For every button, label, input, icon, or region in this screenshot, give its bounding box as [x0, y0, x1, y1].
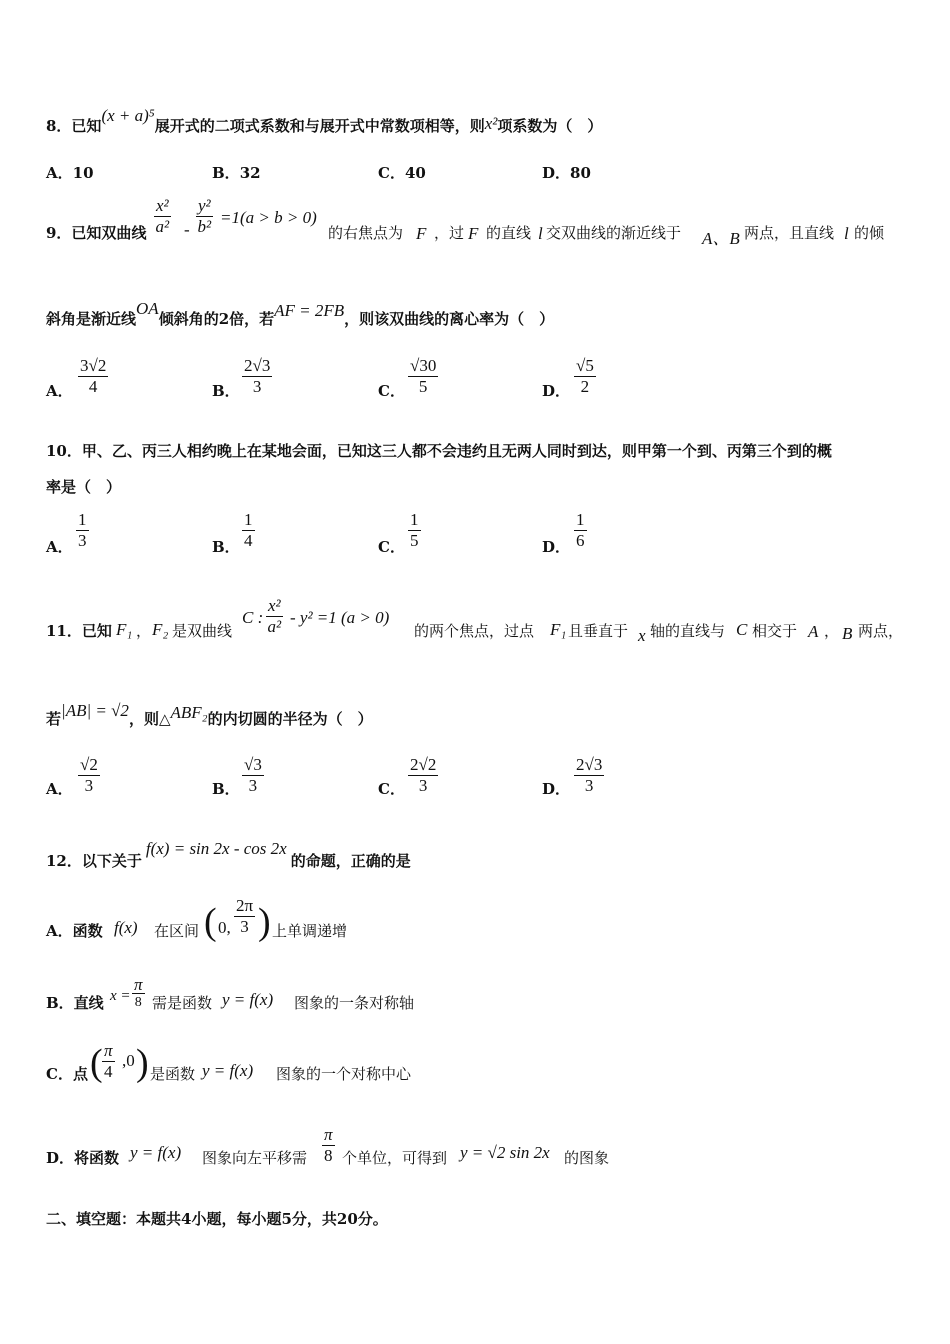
q10-option-c-value: $\frac{1}{5}$ [410, 510, 419, 550]
q10-option-a[interactable]: A． [46, 538, 73, 556]
q12-option-c[interactable]: C．点 ( $\frac{\pi}{4}$ ,0 ) 是函数 y = f(x) 图象的一个对称中心 [46, 1041, 412, 1084]
q11-option-d[interactable]: D． [542, 780, 571, 798]
q9-stem-line1: 9．已知双曲线 $\frac{\text{x²}}{\text{a²}}$ - $\frac{\text{y²}}{\text{b²}}$ =1(a > b > 0) 的右焦点为 F ，过 F 的直线 l 交双曲线的渐近线于 A、B 两点，且直线 l 的倾 [46, 196, 885, 248]
q10-option-b[interactable]: B． [212, 538, 240, 556]
q10-stem-line2: 率是（ ） [46, 478, 122, 496]
q9-stem-line2: 斜角是渐近线OA倾斜角的2倍，若AF = 2FB，则该双曲线的离心率为（ ） [46, 299, 555, 328]
q8-option-b[interactable]: B．32 [212, 164, 261, 182]
q11-option-d-value: $\frac{2√3}{3}$ [576, 755, 603, 795]
q10-option-a-value: $\frac{1}{3}$ [78, 510, 87, 550]
q11-option-c[interactable]: C． [378, 780, 405, 798]
q9-option-d[interactable]: D． [542, 382, 571, 400]
q12-option-d-shift: $\frac{\pi}{8}$ [324, 1125, 333, 1165]
q11-option-a-value: $\frac{√2}{3}$ [80, 755, 98, 795]
q8-option-d[interactable]: D．80 [542, 164, 591, 182]
q8-stem: 8．已知(x + a)⁵展开式的二项式系数和与展开式中常数项相等，则x²项系数为（ ） [46, 106, 603, 135]
q11-frac-x: $\frac{\text{x²}}{\text{a²}}$ [267, 596, 282, 636]
q9-oa: OA [136, 299, 159, 318]
q12-option-a-interval-end: $\frac{2\pi}{3}$ [236, 896, 254, 936]
q12-option-c-point: $\frac{\pi}{4}$ [104, 1041, 113, 1081]
q9-option-a-value: $\frac{3√2}{4}$ [80, 356, 107, 396]
q10-option-c[interactable]: C． [378, 538, 405, 556]
q11-triangle: ABF₂ [170, 703, 208, 722]
q11-option-b-value: $\frac{√3}{3}$ [244, 755, 262, 795]
q9-option-c-value: $\frac{√30}{5}$ [410, 356, 437, 396]
q12-option-d[interactable]: D．将函数 y = f(x) 图象向左平移需 $\frac{\pi}{8}$ 个单位，可得到 y = √2 sin 2x 的图象 [46, 1125, 610, 1167]
q9-equation-rhs: =1(a > b > 0) [220, 208, 317, 227]
q12-option-b-line: π 8 [134, 975, 143, 1010]
q9-condition: AF = 2FB [274, 301, 345, 320]
q11-equation-rest: - y² =1 (a > 0) [290, 608, 390, 627]
q9-option-b-value: $\frac{2√3}{3}$ [244, 356, 271, 396]
q10-option-d-value: $\frac{1}{6}$ [576, 510, 585, 550]
q11-abs: |AB| = √2 [61, 701, 129, 720]
section-2-heading: 二、填空题：本题共4小题，每小题5分，共20分。 [46, 1210, 388, 1228]
q11-option-c-value: $\frac{2√2}{3}$ [410, 755, 437, 795]
q10-stem-line1: 10．甲、乙、丙三人相约晚上在某地会面，已知这三人都不会违约且无两人同时到达，则甲第一个到、丙第三个到的概 [46, 442, 832, 460]
q9-option-d-value: $\frac{√5}{2}$ [576, 356, 594, 396]
q9-option-c[interactable]: C． [378, 382, 405, 400]
q8-expression: (x + a)⁵ [101, 106, 155, 125]
q8-option-a[interactable]: A．10 [46, 164, 94, 182]
q9-option-b[interactable]: B． [212, 382, 240, 400]
q11-option-a[interactable]: A． [46, 780, 73, 798]
q11-stem-line2: 若|AB| = √2，则△ABF₂的内切圆的半径为（ ） [46, 701, 373, 728]
q8-option-c[interactable]: C．40 [378, 164, 426, 182]
q12-option-a[interactable]: A．函数 f(x) 在区间 ( 0, $\frac{2\pi}{3}$ ) 上单调递增 [46, 896, 348, 943]
q11-stem-line1: 11．已知 F₁ ， F₂ 是双曲线 C : $\frac{\text{x²}}{\text{a²}}$ - y² =1 (a > 0) 的两个焦点，过点 F₁ 且垂直于 x 轴的直线与 C 相交于 A ， B 两点， [46, 596, 904, 645]
q9-frac-x: $\frac{\text{x²}}{\text{a²}}$ [155, 196, 170, 236]
q12-option-b[interactable]: B．直线 x = π 8 需是函数 y = f(x) 图象的一条对称轴 [46, 975, 415, 1012]
q11-option-b[interactable]: B． [212, 780, 240, 798]
q10-option-d[interactable]: D． [542, 538, 571, 556]
q10-option-b-value: $\frac{1}{4}$ [244, 510, 253, 550]
q12-function: f(x) = sin 2x - cos 2x [145, 839, 287, 858]
q9-frac-y: $\frac{\text{y²}}{\text{b²}}$ [197, 196, 212, 236]
q12-stem: 12．以下关于f(x) = sin 2x - cos 2x的命题，正确的是 [46, 839, 411, 870]
q8-term: x² [484, 114, 498, 133]
q9-option-a[interactable]: A． [46, 382, 73, 400]
